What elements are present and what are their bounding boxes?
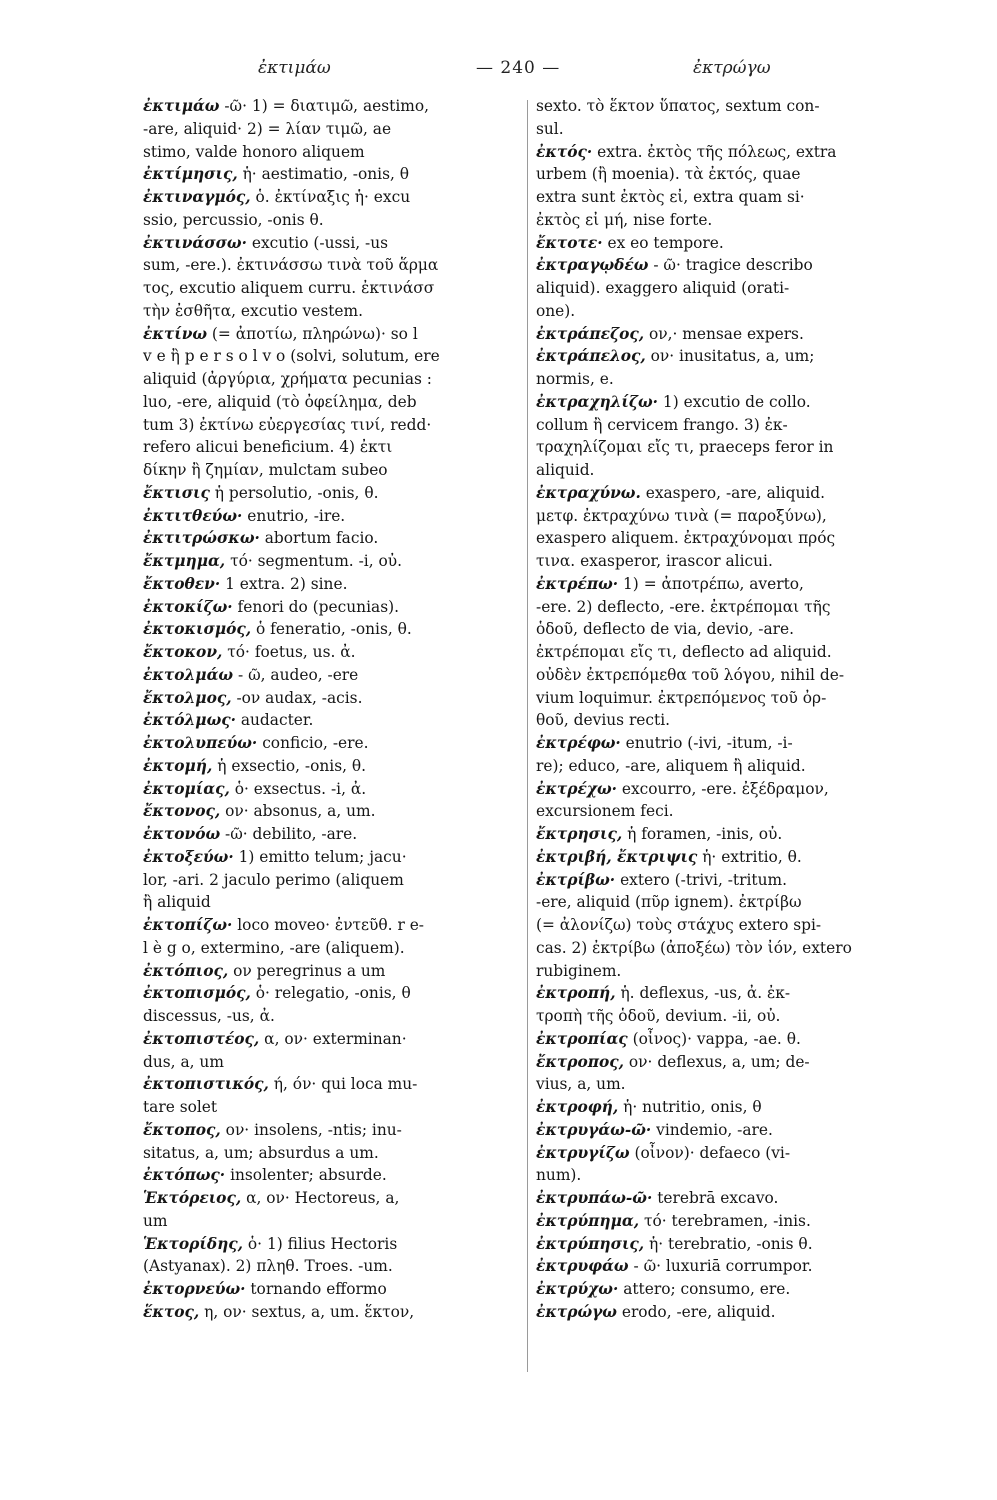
headword: ἔκτμημα, xyxy=(143,552,226,570)
definition-text: ἢ aliquid xyxy=(143,893,211,912)
definition-text: vium loquimur. ἐκτρεπόμενος τοῦ ὀρ- xyxy=(536,688,827,707)
definition-text: (οἶνον)· defaeco (vi- xyxy=(629,1143,791,1162)
definition-text: excourro, -ere. ἐξέδραμον, xyxy=(616,779,829,798)
headword: ἐκτιτρώσκω· xyxy=(143,529,260,548)
dictionary-line xyxy=(143,618,525,641)
page-number: — 240 — xyxy=(476,58,561,78)
definition-text: -are, aliquid· 2) = λίαν τιμῶ, ae xyxy=(143,119,392,138)
dictionary-line xyxy=(536,118,914,141)
definition-text: ὁ· exsectus. -i, ἀ. xyxy=(229,779,367,798)
definition-text: ον· inusitatus, a, um; xyxy=(645,347,815,366)
dictionary-line xyxy=(143,755,525,778)
headword: ἔκτονος, xyxy=(143,802,221,821)
dictionary-line xyxy=(536,1028,914,1051)
definition-text: ssio, percussio, -onis θ. xyxy=(143,210,324,229)
headword: ἐκτρύπημα, xyxy=(536,1211,640,1230)
definition-text: tornando efformo xyxy=(245,1280,387,1298)
headword: ἐκτοπίζω· xyxy=(143,916,233,934)
dictionary-line xyxy=(143,527,525,550)
dictionary-line xyxy=(143,732,525,755)
definition-text: α, ον· exterminan· xyxy=(259,1029,407,1048)
dictionary-line xyxy=(536,800,914,823)
definition-text: vius, a, um. xyxy=(536,1075,626,1094)
definition-text: τὴν ἐσθῆτα, excutio vestem. xyxy=(143,301,363,320)
definition-text: ἡ· aestimatio, -onis, θ xyxy=(237,165,410,184)
definition-text: -ῶ· debilito, -are. xyxy=(220,825,358,843)
dictionary-line xyxy=(143,300,525,323)
definition-text: ον,· mensae expers. xyxy=(644,324,804,343)
headword: ἔκτισις xyxy=(143,483,210,502)
definition-text: v e ἢ p e r s o l v o (solvi, solutum, ere xyxy=(143,347,440,366)
dictionary-line xyxy=(143,596,525,619)
definition-text: excursionem feci. xyxy=(536,802,674,821)
definition-text: ἡ. deflexus, -us, ἀ. ἐκ- xyxy=(615,984,791,1003)
dictionary-line xyxy=(536,1142,914,1165)
definition-text: dus, a, um xyxy=(143,1052,224,1071)
dictionary-line xyxy=(143,505,525,528)
dictionary-line xyxy=(143,118,525,141)
dictionary-line xyxy=(536,982,914,1005)
definition-text: μετφ. ἐκτραχύνω τινὰ (= παροξύνω), xyxy=(536,506,827,525)
dictionary-line xyxy=(143,1164,525,1187)
definition-text: ἡ persolutio, -onis, θ. xyxy=(209,483,379,502)
dictionary-line xyxy=(143,1119,525,1142)
dictionary-line xyxy=(536,95,914,118)
definition-text: ἡ exsectio, -onis, θ. xyxy=(212,756,367,775)
dictionary-line xyxy=(536,914,914,937)
dictionary-line xyxy=(143,960,525,983)
definition-text: abortum facio. xyxy=(259,529,379,548)
definition-text: l è g o, extermino, -are (aliquem). xyxy=(143,938,405,957)
running-head-right: ἐκτρώγω xyxy=(693,58,771,78)
definition-text: -ere. 2) deflecto, -ere. ἐκτρέπομαι τῆς xyxy=(536,597,831,616)
headword: ἐκτοξεύω· xyxy=(143,847,234,866)
dictionary-line xyxy=(536,778,914,801)
definition-text: rubiginem. xyxy=(536,961,622,980)
dictionary-line xyxy=(143,687,525,710)
definition-text: τό· segmentum. -i, οὐ. xyxy=(225,552,402,570)
definition-text: ἐκτὸς εἰ μή, nise forte. xyxy=(536,210,713,229)
column-divider xyxy=(527,100,528,1372)
dictionary-line xyxy=(536,254,914,277)
definition-text: extra sunt ἐκτὸς εἰ, extra quam si· xyxy=(536,188,805,206)
headword: ἐκτοπιστέος, xyxy=(143,1029,260,1048)
headword: ἐκτοπισμός, xyxy=(143,984,251,1003)
headword: ἔκτοπος, xyxy=(143,1120,221,1139)
definition-text: insolenter; absurde. xyxy=(225,1166,387,1185)
dictionary-line xyxy=(143,1210,525,1233)
dictionary-line xyxy=(143,141,525,164)
headword: ἐκτρυπάω-ῶ· xyxy=(536,1189,653,1207)
dictionary-line xyxy=(536,1164,914,1187)
dictionary-line xyxy=(143,186,525,209)
dictionary-line xyxy=(536,937,914,960)
headword: ἐκτρύχω· xyxy=(536,1280,619,1298)
dictionary-line xyxy=(536,527,914,550)
headword: ἐκτραγῳδέω xyxy=(536,256,649,275)
headword: ἐκτρύπησις, xyxy=(536,1234,645,1253)
dictionary-line xyxy=(536,414,914,437)
definition-text: vindemio, -are. xyxy=(651,1120,773,1139)
dictionary-line xyxy=(143,277,525,300)
definition-text: attero; consumo, ere. xyxy=(618,1280,791,1298)
headword: ἔκτοτε· xyxy=(536,233,603,252)
definition-text: - ῶ· luxuriā corrumpor. xyxy=(628,1257,813,1276)
headword: ἐκτριβή, ἔκτριψις xyxy=(536,847,698,866)
headword: ἐκτροφή, xyxy=(536,1098,619,1116)
dictionary-line xyxy=(143,709,525,732)
headword: ἔκτοκον, xyxy=(143,643,223,661)
definition-text: lor, -ari. 2 jaculo perimo (aliquem xyxy=(143,870,404,889)
definition-text: 1) excutio de collo. xyxy=(658,392,811,411)
headword: ἐκτοκισμός, xyxy=(143,620,252,639)
definition-text: ὁ· 1) filius Hectoris xyxy=(243,1234,398,1253)
definition-text: ον peregrinus a um xyxy=(228,961,386,980)
definition-text: ον· deflexus, a, um; de- xyxy=(624,1052,810,1071)
dictionary-line xyxy=(536,1005,914,1028)
dictionary-line xyxy=(536,1210,914,1233)
headword: ἐκτόπιος, xyxy=(143,961,229,980)
dictionary-line xyxy=(143,163,525,186)
dictionary-line xyxy=(536,1073,914,1096)
dictionary-line xyxy=(536,505,914,528)
definition-text: num). xyxy=(536,1166,582,1185)
dictionary-line xyxy=(143,937,525,960)
headword: ἐκτοκίζω· xyxy=(143,597,233,616)
dictionary-line xyxy=(143,1096,525,1119)
dictionary-line xyxy=(143,800,525,823)
dictionary-line xyxy=(536,1233,914,1256)
definition-text: ὁ· relegatio, -onis, θ xyxy=(250,984,411,1003)
dictionary-line xyxy=(536,1301,914,1324)
dictionary-line xyxy=(536,846,914,869)
headword: ἐκτρέφω· xyxy=(536,734,621,752)
dictionary-line xyxy=(143,1233,525,1256)
headword: ἔκτολμος, xyxy=(143,688,232,707)
headword: ἐκτρώγω xyxy=(536,1302,617,1321)
dictionary-line xyxy=(536,709,914,732)
definition-text: ον· absonus, a, um. xyxy=(220,802,376,821)
definition-text: τινα. exasperor, irascor alicui. xyxy=(536,552,773,570)
headword: ἐκτορνεύω· xyxy=(143,1280,246,1298)
dictionary-line xyxy=(143,550,525,573)
definition-text: -ῶ· 1) = διατιμῶ, aestimo, xyxy=(219,97,429,115)
dictionary-line xyxy=(143,95,525,118)
headword: ἐκτοπιστικός, xyxy=(143,1075,269,1094)
definition-text: discessus, -us, ἀ. xyxy=(143,1007,275,1025)
dictionary-line xyxy=(536,436,914,459)
headword: Ἑκτορίδης, xyxy=(143,1234,244,1253)
dictionary-line xyxy=(143,459,525,482)
headword: ἐκτολμάω xyxy=(143,665,234,684)
headword: ἐκτιμάω xyxy=(143,97,220,115)
dictionary-line xyxy=(143,1187,525,1210)
definition-text: (= ἀποτίω, πληρώνω)· so l xyxy=(207,324,418,343)
definition-text: τραχηλίζομαι εἴς τι, praeceps feror in xyxy=(536,438,834,457)
dictionary-line xyxy=(143,869,525,892)
definition-text: (οἶνος)· vappa, -ae. θ. xyxy=(627,1029,801,1048)
dictionary-line xyxy=(536,755,914,778)
definition-text: τροπὴ τῆς ὁδοῦ, devium. -ii, οὐ. xyxy=(536,1007,781,1025)
dictionary-line xyxy=(536,732,914,755)
definition-text: ὁδοῦ, deflecto de via, devio, -are. xyxy=(536,620,795,639)
dictionary-line xyxy=(536,823,914,846)
dictionary-line xyxy=(143,368,525,391)
dictionary-line xyxy=(536,596,914,619)
dictionary-line xyxy=(143,573,525,596)
definition-text: 1 extra. 2) sine. xyxy=(220,574,348,593)
definition-text: urbem (ἢ moenia). τὰ ἐκτός, quae xyxy=(536,165,801,184)
dictionary-line xyxy=(143,254,525,277)
headword: ἐκτιναγμός, xyxy=(143,188,251,206)
definition-text: aliquid). exaggero aliquid (orati- xyxy=(536,279,790,297)
dictionary-line xyxy=(536,1096,914,1119)
headword: ἐκτρέχω· xyxy=(536,779,617,798)
dictionary-line xyxy=(536,1255,914,1278)
headword: ἐκτός· xyxy=(536,142,593,161)
definition-text: collum ἢ cervicem frango. 3) ἐκ- xyxy=(536,415,788,434)
definition-text: sum, -ere.). ἐκτινάσσω τινὰ τοῦ ἅρμα xyxy=(143,256,439,275)
definition-text: ὁ. ἐκτίναξις ἡ· excu xyxy=(250,188,411,206)
headword: ἐκτονόω xyxy=(143,825,221,843)
headword: ἐκτρίβω· xyxy=(536,870,616,889)
definition-text: terebrā excavo. xyxy=(652,1189,779,1207)
headword: ἐκτρυγίζω xyxy=(536,1143,630,1162)
dictionary-line xyxy=(143,232,525,255)
headword: ἔκτρησις, xyxy=(536,825,623,843)
definition-text: enutrio (-ivi, -itum, -i- xyxy=(620,734,793,752)
dictionary-line xyxy=(536,1278,914,1301)
dictionary-line xyxy=(143,436,525,459)
dictionary-line xyxy=(536,664,914,687)
dictionary-line xyxy=(536,141,914,164)
dictionary-line xyxy=(536,641,914,664)
definition-text: ἡ· terebratio, -onis θ. xyxy=(644,1234,813,1253)
dictionary-line xyxy=(143,641,525,664)
dictionary-line xyxy=(536,209,914,232)
definition-text: tare solet xyxy=(143,1098,218,1116)
dictionary-line xyxy=(143,209,525,232)
dictionary-line xyxy=(143,414,525,437)
dictionary-line xyxy=(536,300,914,323)
dictionary-line xyxy=(143,1028,525,1051)
definition-text: ὁ feneratio, -onis, θ. xyxy=(251,620,412,639)
definition-text: -ον audax, -acis. xyxy=(231,688,363,707)
dictionary-line xyxy=(536,277,914,300)
definition-text: - ῶ· tragice describo xyxy=(648,256,813,275)
dictionary-line xyxy=(143,914,525,937)
headword: ἔκτοθεν· xyxy=(143,574,221,593)
definition-text: cas. 2) ἐκτρίβω (ἀποξέω) τὸν ἰόν, extero xyxy=(536,938,852,957)
headword: ἐκτίμησις, xyxy=(143,165,238,184)
headword: ἐκτραχηλίζω· xyxy=(536,392,659,411)
headword: ἐκτροπίας xyxy=(536,1029,628,1048)
running-head-left: ἐκτιμάω xyxy=(258,58,331,78)
dictionary-line xyxy=(536,1187,914,1210)
definition-text: loco moveo· ἐντεῦθ. r e- xyxy=(232,916,424,934)
definition-text: ex eo tempore. xyxy=(602,233,724,252)
definition-text: sul. xyxy=(536,119,564,138)
definition-text: um xyxy=(143,1211,168,1230)
headword: ἐκτινάσσω· xyxy=(143,233,247,252)
left-column xyxy=(143,95,525,1324)
headword: ἐκτιτθεύω· xyxy=(143,506,243,525)
dictionary-line xyxy=(536,1051,914,1074)
definition-text: normis, e. xyxy=(536,370,614,388)
definition-text: 1) emitto telum; jacu· xyxy=(233,847,407,866)
definition-text: fenori do (pecunias). xyxy=(232,597,399,616)
headword: ἐκτόλμως· xyxy=(143,711,236,730)
definition-text: exaspero, -are, aliquid. xyxy=(640,483,826,502)
headword: ἐκτίνω xyxy=(143,324,208,343)
definition-text: 1) = ἀποτρέπω, averto, xyxy=(618,574,804,593)
headword: ἔκτροπος, xyxy=(536,1052,625,1071)
definition-text: - ῶ, audeo, -ere xyxy=(233,665,359,684)
definition-text: η, ον· sextus, a, um. ἕκτον, xyxy=(199,1302,415,1321)
dictionary-line xyxy=(536,550,914,573)
dictionary-line xyxy=(536,960,914,983)
headword: ἐκτρέπω· xyxy=(536,574,619,593)
definition-text: luo, -ere, aliquid (τὸ ὀφείλημα, deb xyxy=(143,392,417,411)
definition-text: tum 3) ἐκτίνω εὐεργεσίας τινί, redd· xyxy=(143,415,432,434)
definition-text: re); educo, -are, aliquem ἢ aliquid. xyxy=(536,756,806,775)
headword: ἐκτρυγάω-ῶ· xyxy=(536,1120,652,1139)
definition-text: ἡ· extritio, θ. xyxy=(697,847,802,866)
headword: ἕκτος, xyxy=(143,1302,200,1321)
headword: ἐκτράπελος, xyxy=(536,347,646,366)
dictionary-line xyxy=(143,482,525,505)
headword: ἐκτομίας, xyxy=(143,779,230,798)
definition-text: ἡ foramen, -inis, οὐ. xyxy=(622,825,783,843)
dictionary-line xyxy=(143,1142,525,1165)
dictionary-line xyxy=(143,1073,525,1096)
dictionary-line xyxy=(536,573,914,596)
headword: ἐκτραχύνω. xyxy=(536,483,641,502)
dictionary-line xyxy=(143,891,525,914)
dictionary-line xyxy=(143,778,525,801)
dictionary-line xyxy=(536,232,914,255)
definition-text: τος, excutio aliquem curru. ἐκτινάσσ xyxy=(143,279,435,297)
definition-text: extra. ἐκτὸς τῆς πόλεως, extra xyxy=(592,142,837,161)
definition-text: exaspero aliquem. ἐκτραχύνομαι πρός xyxy=(536,529,836,548)
dictionary-line xyxy=(536,391,914,414)
definition-text: ή, όν· qui loca mu- xyxy=(268,1075,418,1094)
right-column xyxy=(536,95,914,1324)
definition-text: aliquid (ἀργύρια, χρήματα pecunias : xyxy=(143,370,432,388)
definition-text: extero (-trivi, -tritum. xyxy=(615,870,787,889)
dictionary-line xyxy=(536,186,914,209)
definition-text: τό· foetus, us. ἀ. xyxy=(222,643,356,661)
dictionary-line xyxy=(536,1119,914,1142)
headword: ἐκτομή, xyxy=(143,756,213,775)
definition-text: (Astyanax). 2) πληθ. Troes. -um. xyxy=(143,1257,393,1276)
definition-text: (= ἀλονίζω) τοὺς στάχυς extero spi- xyxy=(536,916,822,934)
dictionary-line xyxy=(143,1278,525,1301)
definition-text: refero alicui beneficium. 4) ἐκτι xyxy=(143,438,393,457)
definition-text: one). xyxy=(536,301,576,320)
dictionary-line xyxy=(536,687,914,710)
dictionary-line xyxy=(536,368,914,391)
definition-text: audacter. xyxy=(235,711,314,730)
dictionary-line xyxy=(143,323,525,346)
dictionary-line xyxy=(536,323,914,346)
dictionary-line xyxy=(536,891,914,914)
dictionary-line xyxy=(143,1005,525,1028)
dictionary-line xyxy=(536,345,914,368)
page-header xyxy=(0,58,997,86)
definition-text: stimo, valde honoro aliquem xyxy=(143,142,365,161)
dictionary-line xyxy=(143,1255,525,1278)
dictionary-line xyxy=(536,163,914,186)
definition-text: enutrio, -ire. xyxy=(242,506,346,525)
dictionary-line xyxy=(536,459,914,482)
definition-text: aliquid. xyxy=(536,461,595,479)
headword: ἐκτράπεζος, xyxy=(536,324,645,343)
headword: Ἑκτόρειος, xyxy=(143,1189,242,1207)
dictionary-line xyxy=(143,664,525,687)
definition-text: excutio (-ussi, -us xyxy=(246,233,389,252)
dictionary-line xyxy=(143,1051,525,1074)
definition-text: ἡ· nutritio, onis, θ xyxy=(618,1098,762,1116)
dictionary-line xyxy=(536,869,914,892)
headword: ἐκτροπή, xyxy=(536,984,616,1003)
definition-text: sexto. τὸ ἕκτον ὕπατος, sextum con- xyxy=(536,97,820,115)
dictionary-line xyxy=(143,846,525,869)
dictionary-line xyxy=(143,391,525,414)
dictionary-line xyxy=(536,482,914,505)
definition-text: δίκην ἢ ζημίαν, mulctam subeo xyxy=(143,461,388,479)
definition-text: α, ον· Hectoreus, a, xyxy=(241,1189,400,1207)
definition-text: ον· insolens, -ntis; inu- xyxy=(220,1120,402,1139)
headword: ἐκτολυπεύω· xyxy=(143,734,258,752)
dictionary-line xyxy=(143,1301,525,1324)
headword: ἐκτρυφάω xyxy=(536,1257,629,1276)
definition-text: erodo, -ere, aliquid. xyxy=(616,1302,776,1321)
definition-text: οὐδὲν ἐκτρεπόμεθα τοῦ λόγου, nihil de- xyxy=(536,665,845,684)
definition-text: sitatus, a, um; absurdus a um. xyxy=(143,1143,379,1162)
definition-text: conficio, -ere. xyxy=(257,734,369,752)
definition-text: τό· terebramen, -inis. xyxy=(639,1211,811,1230)
definition-text: -ere, aliquid (πῦρ ignem). ἐκτρίβω xyxy=(536,893,802,912)
dictionary-line xyxy=(536,618,914,641)
definition-text: θοῦ, devius recti. xyxy=(536,711,671,730)
dictionary-line xyxy=(143,345,525,368)
definition-text: ἐκτρέπομαι εἴς τι, deflecto ad aliquid. xyxy=(536,643,832,661)
dictionary-line xyxy=(143,982,525,1005)
headword: ἐκτόπως· xyxy=(143,1166,226,1185)
dictionary-line xyxy=(143,823,525,846)
